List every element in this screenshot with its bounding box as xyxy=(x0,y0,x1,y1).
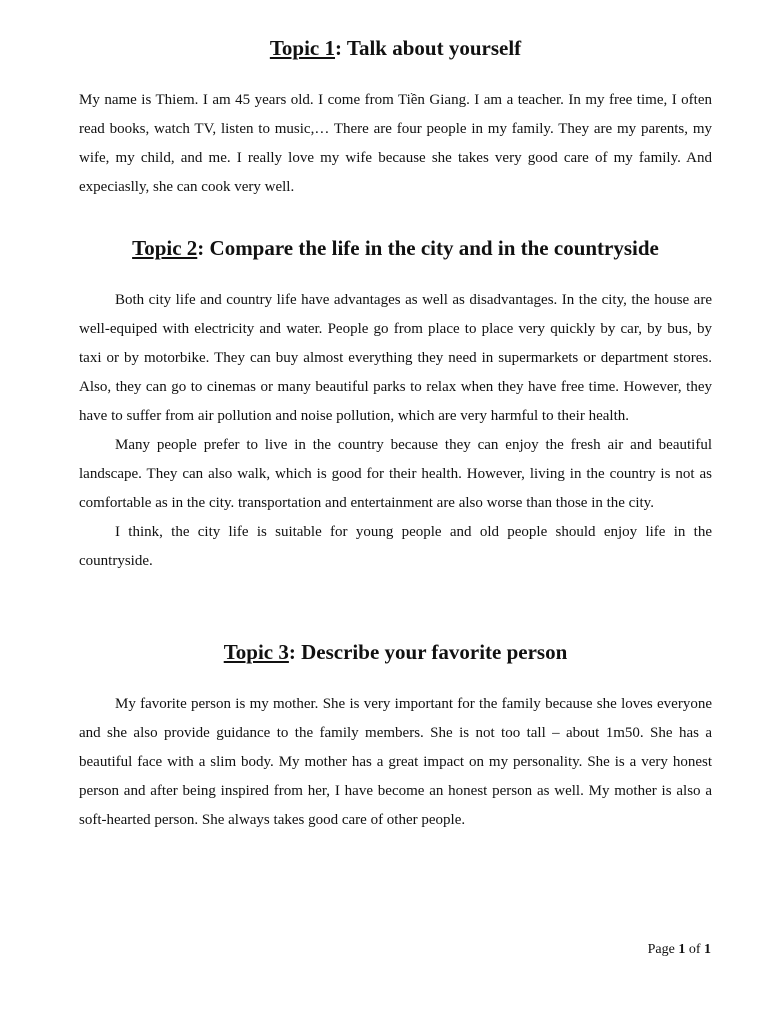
total-pages-number: 1 xyxy=(704,942,711,957)
topic-3-title: : Describe your favorite person xyxy=(288,640,568,664)
topic-2-paragraph-2: Many people prefer to live in the country because they can enjoy the fresh air and beautiful landscape. They can also walk, which is good for their health. However, living in the country is not as comfortable as in the city. transportation and entertainment are also worse than those in the city. xyxy=(79,437,712,511)
topic-2-heading xyxy=(79,234,712,262)
topic-1-section xyxy=(79,34,712,202)
topic-2-label: Topic 2 xyxy=(132,236,198,260)
topic-1-paragraph-1: My name is Thiem. I am 45 years old. I come from Tiền Giang. I am a teacher. In my free time, I often read books, watch TV, listen to music,… There are four people in my family. They are my parents, my wife, my child, and me. I really love my wife because she takes very good care of my family. And expeciaslly, she can cook very well. xyxy=(79,92,712,195)
topic-3-paragraph-1: My favorite person is my mother. She is very important for the family because she loves everyone and she also provide guidance to the family members. She is not too tall – about 1m50. She has a beautiful face with a slim body. My mother has a great impact on my personality. She is a very honest person and after being inspired from her, I have become an honest person as well. My mother is also a soft-hearted person. She always takes good care of other people. xyxy=(79,696,712,828)
page-footer xyxy=(648,940,711,960)
topic-2-paragraph-3: I think, the city life is suitable for young people and old people should enjoy life in the countryside. xyxy=(79,524,712,569)
of-word: of xyxy=(688,942,701,957)
topic-3-heading xyxy=(79,638,712,666)
page-word: Page xyxy=(647,942,675,957)
topic-2-paragraph-1: Both city life and country life have advantages as well as disadvantages. In the city, the house are well-equiped with electricity and water. People go from place to place very quickly by car, by bus, by taxi or by motorbike. They can buy almost everything they need in supermarkets or department stores. Also, they can go to cinemas or many beautiful parks to relax when they have free time. However, they have to suffer from air pollution and noise pollution, which are very harmful to their health. xyxy=(79,292,712,424)
topic-1-heading xyxy=(79,34,712,62)
topic-3-section xyxy=(79,638,712,835)
topic-3-label: Topic 3 xyxy=(223,640,289,664)
topic-2-section xyxy=(79,234,712,576)
topic-1-label: Topic 1 xyxy=(269,36,336,60)
topic-1-title: : Talk about yourself xyxy=(335,36,522,60)
topic-2-title: : Compare the life in the city and in the countryside xyxy=(197,236,659,260)
current-page-number: 1 xyxy=(678,942,686,957)
